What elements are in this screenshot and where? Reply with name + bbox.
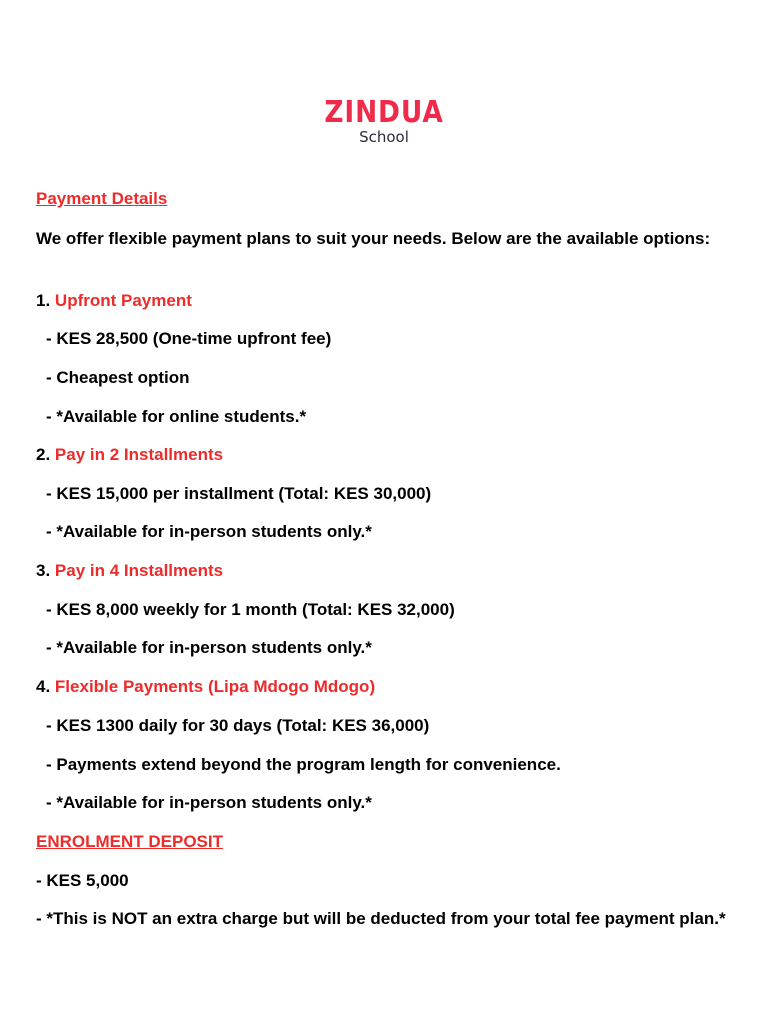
plan-4-heading	[36, 676, 736, 698]
plan-1-heading	[36, 290, 736, 312]
plan-1-detail: - *Available for online students.*	[46, 407, 307, 426]
logo-tagline: School	[359, 128, 409, 146]
plan-number: 2.	[36, 445, 51, 464]
plan-4-detail: - Payments extend beyond the program length for convenience.	[46, 755, 561, 774]
plan-3-detail: - KES 8,000 weekly for 1 month (Total: KES 32,000)	[46, 600, 455, 619]
plan-number: 1.	[36, 291, 51, 310]
plan-title: Flexible Payments (Lipa Mdogo Mdogo)	[54, 677, 376, 696]
intro-paragraph: We offer flexible payment plans to suit your needs. Below are the available options:	[36, 229, 711, 248]
plan-title: Upfront Payment	[54, 291, 192, 310]
plan-number: 4.	[36, 677, 51, 696]
plan-1-detail: - Cheapest option	[46, 368, 190, 387]
plan-4-detail: - KES 1300 daily for 30 days (Total: KES 36,000)	[46, 716, 430, 735]
logo-wordmark: ZINDUA	[324, 95, 444, 130]
plan-3-detail: - *Available for in-person students only.*	[46, 638, 372, 657]
deposit-amount: - KES 5,000	[36, 871, 129, 890]
plan-title: Pay in 2 Installments	[54, 445, 224, 464]
plan-1-detail: - KES 28,500 (One-time upfront fee)	[46, 329, 332, 348]
plan-title: Pay in 4 Installments	[54, 561, 224, 580]
payment-details-heading: Payment Details	[36, 189, 168, 208]
plan-3-heading	[36, 560, 736, 582]
deposit-note: - *This is NOT an extra charge but will be deducted from your total fee payment plan.*	[36, 909, 726, 928]
plan-2-heading	[36, 444, 736, 466]
zindua-logo	[0, 96, 768, 146]
plan-2-detail: - KES 15,000 per installment (Total: KES 30,000)	[46, 484, 432, 503]
plan-number: 3.	[36, 561, 51, 580]
plan-4-detail: - *Available for in-person students only.*	[46, 793, 372, 812]
plan-2-detail: - *Available for in-person students only.*	[46, 522, 372, 541]
enrolment-deposit-heading: ENROLMENT DEPOSIT	[36, 832, 224, 851]
